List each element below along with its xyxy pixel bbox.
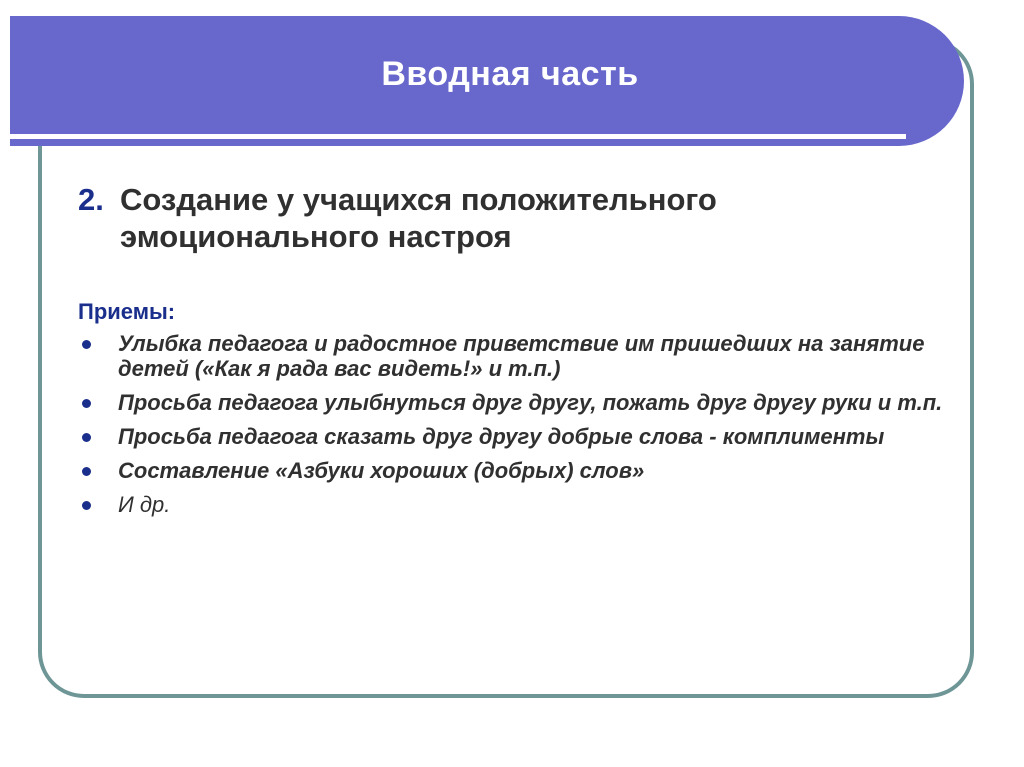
bullet-icon <box>78 390 118 415</box>
title-underline <box>10 134 906 139</box>
list-item <box>78 331 958 381</box>
heading-number: 2. <box>78 182 104 217</box>
bullet-icon <box>78 424 118 449</box>
technique-text: Улыбка педагога и радостное приветствие им пришедших на занятие детей («Как я рада вас видеть!» и т.п.) <box>118 331 925 381</box>
list-item <box>78 390 958 415</box>
heading-line-2: эмоционального настроя <box>120 219 512 254</box>
slide-title: Вводная часть <box>381 55 639 93</box>
slide-heading <box>78 181 948 255</box>
technique-text: Просьба педагога сказать друг другу добрые слова - комплименты <box>118 424 885 449</box>
technique-text: Просьба педагога улыбнуться друг другу, пожать друг другу руки и т.п. <box>118 390 943 415</box>
bullet-icon <box>78 331 118 381</box>
heading-line-1: Создание у учащихся положительного <box>120 182 717 217</box>
techniques-label: Приемы: <box>78 299 176 324</box>
bullet-icon <box>78 492 118 517</box>
list-item <box>78 424 958 449</box>
heading-text <box>120 181 948 255</box>
technique-text: Составление «Азбуки хороших (добрых) слов» <box>118 458 645 483</box>
bullet-icon <box>78 458 118 483</box>
list-item <box>78 458 958 483</box>
technique-list <box>78 331 958 526</box>
technique-text: И др. <box>118 492 171 517</box>
list-item <box>78 492 958 517</box>
